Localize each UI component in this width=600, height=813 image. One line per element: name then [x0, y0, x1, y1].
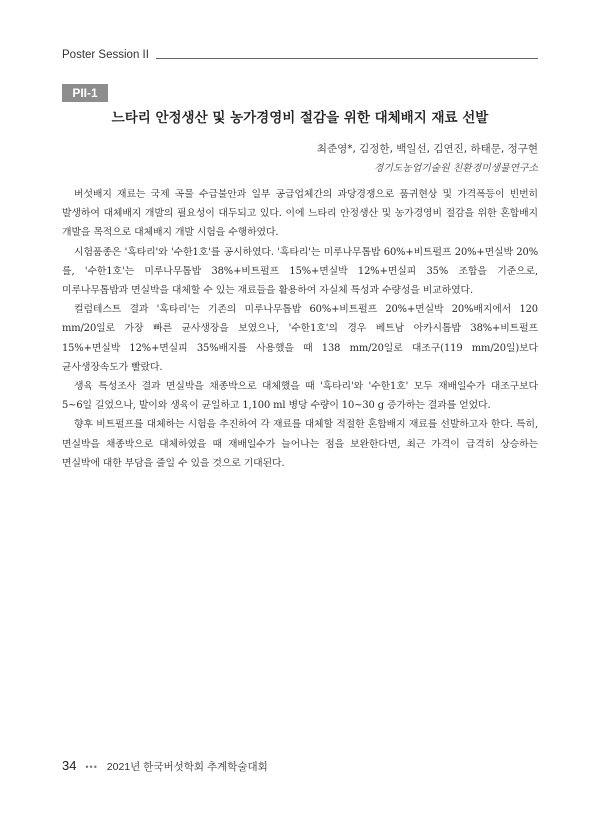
poster-code-badge: PII-1	[62, 84, 108, 102]
poster-title: 느타리 안정생산 및 농가경영비 절감을 위한 대체배지 재료 선발	[111, 110, 489, 126]
abstract-paragraph-3: 컬럼테스트 결과 '흑타리'는 기존의 미루나무톱밥 60%+비트펄프 20%+면실박 20%배지에서 120 mm/20일로 가장 빠른 균사생장을 보였으나, '수한1호'의 경우 베트남 아카시톱밥 38%+비트펄프 15%+면실박 12%+면실피 35%배지를 사용했을 때 138 mm/20일로 대조구(119 mm/20일)보다 균사생장속도가 빨랐다.	[62, 304, 538, 373]
page-header	[62, 49, 538, 67]
page-footer	[62, 758, 268, 774]
page-number: 34	[62, 758, 77, 773]
abstract-paragraph-1: 버섯배지 재료는 국제 곡물 수급불안과 일부 공급업체간의 과당경쟁으로 품귀현상 및 가격폭등이 빈번히 발생하여 대체배지 개발의 필요성이 대두되고 있다. 이에 느타리 안정생산 및 농가경영비 절감을 위한 혼합배지 개발을 목적으로 대체배지 개발 시험을 수행하였다.	[62, 189, 538, 239]
authors: 최준영*, 김정한, 백일선, 김연진, 하태문, 정구현	[316, 143, 538, 155]
session-label: Poster Session II	[62, 49, 149, 61]
abstract-paragraph-5: 향후 비트펄프를 대체하는 시험을 추진하여 각 재료를 대체할 적절한 혼합배지 재료를 선발하고자 한다. 특히, 면실박을 채종박으로 대체하였을 때 재배일수가 늘어나는 점을 보완한다면, 최근 가격이 급격히 상승하는 면실박에 대한 부담을 줄일 수 있을 것으로 기대된다.	[62, 419, 538, 469]
abstract-paragraph-2: 시험품종은 '흑타리'와 '수한1호'를 공시하였다. '흑타리'는 미루나무톱밥 60%+비트펄프 20%+면실박 20%를, '수한1호'는 미루나무톱밥 38%+비트펄프 15%+면실박 12%+면실피 35% 조합을 기준으로, 미루나무톱밥과 면실박을 대체할 수 있는 재료들을 활용하여 자실체 특성과 수량성을 비교하였다.	[62, 246, 538, 297]
abstract-body	[62, 185, 538, 473]
header-rule	[156, 58, 538, 59]
affiliation: 경기도농업기술원 친환경미생물연구소	[374, 163, 538, 174]
footer-separator: •••	[85, 762, 98, 772]
abstract-paragraph-4: 생육 특성조사 결과 면실박을 채종박으로 대체했을 때 '흑타리'와 '수한1호' 모두 재배일수가 대조구보다 5~6일 길었으나, 발이와 생육이 균일하고 1,100 ml 병당 수량이 10~30 g 증가하는 결과를 얻었다.	[62, 381, 538, 412]
event-name: 2021년 한국버섯학회 추계학술대회	[106, 761, 268, 773]
